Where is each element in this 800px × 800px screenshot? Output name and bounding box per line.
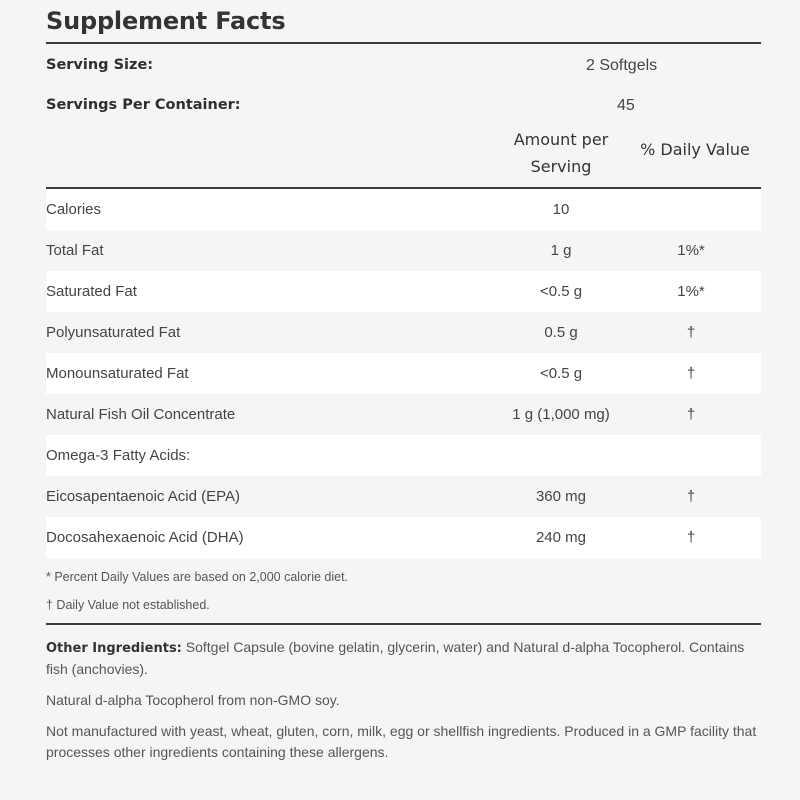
nutrient-amount: 1 g <box>550 242 572 259</box>
supplement-facts-panel <box>46 0 761 773</box>
other-ingredients-section <box>46 625 761 763</box>
nutrient-amount: 360 mg <box>535 488 587 505</box>
table-row <box>46 517 761 558</box>
nutrient-amount: 240 mg <box>501 517 621 558</box>
table-row <box>46 271 761 312</box>
other-ingredients-text: Softgel Capsule (bovine gelatin, glycerin, water) and Natural d-alpha Tocopherol. Contains fish (anchovies). <box>46 639 745 677</box>
nutrient-amount: 10 <box>501 189 621 230</box>
page-title: Supplement Facts <box>46 7 286 35</box>
table-row <box>46 312 761 353</box>
nutrient-amount: <0.5 g <box>501 271 621 312</box>
nutrient-amount: 1 g (1,000 mg) <box>512 406 610 423</box>
column-header-row <box>46 124 761 187</box>
nutrient-name: Eicosapentaenoic Acid (EPA) <box>46 488 240 505</box>
nutrient-name: Polyunsaturated Fat <box>46 324 181 341</box>
nutrient-name: Natural Fish Oil Concentrate <box>46 406 236 423</box>
nutrient-daily-value: † <box>621 517 761 558</box>
soy-source-note: Natural d-alpha Tocopherol from non-GMO soy. <box>46 692 340 708</box>
nutrient-daily-value: 1%* <box>677 242 705 259</box>
nutrient-name: Omega-3 Fatty Acids: <box>46 435 501 476</box>
nutrient-daily-value: † <box>686 324 696 341</box>
nutrient-amount: <0.5 g <box>501 353 621 394</box>
table-row <box>46 394 761 435</box>
dagger-footnote: † Daily Value not established. <box>46 598 210 612</box>
table-row <box>46 230 761 271</box>
nutrient-amount <box>501 435 621 476</box>
footnotes <box>46 558 761 623</box>
percent-daily-value-footnote: * Percent Daily Values are based on 2,000 calorie diet. <box>46 570 349 584</box>
table-row <box>46 353 761 394</box>
nutrient-daily-value: 1%* <box>621 271 761 312</box>
servings-per-container-label: Servings Per Container: <box>46 97 241 113</box>
nutrient-daily-value: † <box>686 488 696 505</box>
nutrient-daily-value: † <box>621 353 761 394</box>
other-ingredients-label: Other Ingredients: <box>46 641 182 656</box>
nutrient-daily-value: † <box>686 406 696 423</box>
servings-per-container-value: 45 <box>617 97 635 114</box>
daily-value-header: % Daily Value <box>640 140 750 159</box>
amount-per-serving-header: Amount per Serving <box>513 130 609 176</box>
nutrient-name: Calories <box>46 189 501 230</box>
serving-size-label: Serving Size: <box>46 57 154 73</box>
nutrient-name: Monounsaturated Fat <box>46 353 501 394</box>
table-row <box>46 435 761 476</box>
table-row <box>46 476 761 517</box>
servings-per-container-row <box>46 84 761 124</box>
nutrient-amount: 0.5 g <box>544 324 578 341</box>
nutrient-daily-value <box>621 435 761 476</box>
serving-size-row <box>46 44 761 84</box>
nutrient-name: Total Fat <box>46 242 104 259</box>
allergen-note: Not manufactured with yeast, wheat, gluten, corn, milk, egg or shellfish ingredients. Produced in a GMP facility that processes other ingredients containing these allergens. <box>46 723 757 760</box>
other-ingredients <box>46 637 761 680</box>
nutrient-daily-value <box>621 189 761 230</box>
nutrient-table <box>46 189 761 558</box>
nutrient-name: Docosahexaenoic Acid (DHA) <box>46 517 501 558</box>
nutrient-name: Saturated Fat <box>46 271 501 312</box>
table-row <box>46 189 761 230</box>
serving-size-value: 2 Softgels <box>586 57 658 74</box>
